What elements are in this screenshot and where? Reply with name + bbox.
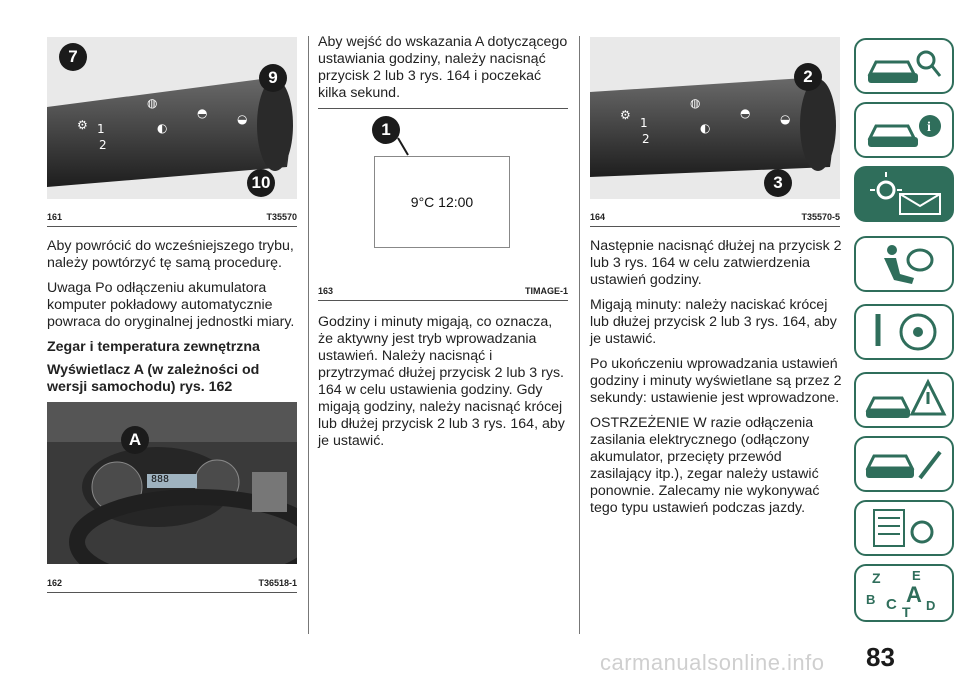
svg-text:◐: ◐ xyxy=(157,121,168,135)
figure-code: T35570 xyxy=(266,212,297,222)
figure-164-caption xyxy=(590,212,840,222)
index-letter: E xyxy=(912,568,921,583)
paragraph: Godziny i minuty migają, co oznacza, że aktywny jest tryb wprowadzania ustawień. Należy nacisnąć i przytrzymać dłużej przycisk 2 lub 3 rys. 164 w celu ustawienia godziny. Gdy migają godziny, należy nacisnąć krócej lub dłużej przycisk 2 lub 3 rys. 164, aby je ustawić. xyxy=(318,314,565,449)
svg-text:1: 1 xyxy=(640,116,648,130)
svg-text:◐: ◐ xyxy=(700,121,711,135)
index-letter: B xyxy=(866,592,876,607)
car-info-icon xyxy=(856,104,952,156)
figure-code: T36518-1 xyxy=(258,578,297,588)
steering-wrench-icon xyxy=(856,306,952,358)
car-service-icon xyxy=(856,438,952,490)
index-letter: T xyxy=(902,604,911,620)
callout-9: 9 xyxy=(259,64,287,92)
svg-text:◒: ◒ xyxy=(237,112,248,126)
callout-3: 3 xyxy=(764,169,792,197)
svg-text:2: 2 xyxy=(642,132,650,146)
paragraph: Następnie nacisnąć dłużej na przycisk 2 lub 3 rys. 164 w celu zatwierdzenia ustawień godziny. xyxy=(590,238,842,288)
paragraph: Po ukończeniu wprowadzania ustawień godziny i minuty wyświetlane są przez 2 sekundy: ustawienie jest wprowadzone. xyxy=(590,356,842,406)
page-number: 83 xyxy=(866,642,895,672)
index-letter: A xyxy=(906,582,922,607)
figure-number: 163 xyxy=(318,286,334,296)
caption-rule xyxy=(47,592,297,593)
figure-162 xyxy=(47,402,297,564)
subsection-heading: Wyświetlacz A (w zależności od wersji samochodu) rys. 162 xyxy=(47,362,260,395)
column-1-text xyxy=(47,238,299,402)
figure-162-caption xyxy=(47,578,297,588)
column-2-text-bottom xyxy=(318,314,570,458)
alphabet-index-icon xyxy=(856,566,952,620)
svg-text:⚙: ⚙ xyxy=(77,118,88,132)
section-heading: Zegar i temperatura zewnętrzna xyxy=(47,339,260,355)
svg-text:◍: ◍ xyxy=(147,96,158,110)
index-letter: D xyxy=(926,598,936,613)
index-letter: C xyxy=(886,596,897,613)
chapter-tab-starting[interactable] xyxy=(854,304,954,360)
chapter-tab-index[interactable] xyxy=(854,564,954,622)
dashboard-light-envelope-icon xyxy=(856,168,952,220)
callout-10: 10 xyxy=(247,169,275,197)
technical-data-list-icon xyxy=(856,502,952,554)
figure-161 xyxy=(47,37,297,199)
chapter-tab-emergency[interactable] xyxy=(854,372,954,428)
dashboard-illustration xyxy=(47,402,297,564)
figure-number: 161 xyxy=(47,212,63,222)
seat-airbag-icon xyxy=(856,238,952,290)
callout-7: 7 xyxy=(59,43,87,71)
figure-161-caption xyxy=(47,212,297,222)
callout-2: 2 xyxy=(794,63,822,91)
display-text: 888 xyxy=(151,474,170,485)
paragraph: Aby powrócić do wcześniejszego trybu, należy powtórzyć tę samą procedurę. xyxy=(47,238,294,271)
svg-text:⚙: ⚙ xyxy=(620,108,631,122)
chapter-tab-maintenance[interactable] xyxy=(854,436,954,492)
caption-rule xyxy=(318,300,568,301)
column-divider xyxy=(308,36,309,634)
figure-163-caption xyxy=(318,286,568,296)
chapter-tab-car-info[interactable] xyxy=(854,102,954,158)
chapter-tab-technical-data[interactable] xyxy=(854,500,954,556)
stalk-switch-illustration xyxy=(590,37,840,199)
paragraph-warning: OSTRZEŻENIE W razie odłączenia zasilania elektrycznego (odłączony akumulator, przecięty przewód zasilający itp.), zegar należy ustawić ponownie. Zalecamy nie wykonywać tego typu ustawień podczas jazdy. xyxy=(590,415,820,516)
svg-text:◒: ◒ xyxy=(780,112,791,126)
svg-text:i: i xyxy=(927,120,931,135)
svg-text:2: 2 xyxy=(99,138,107,152)
column-3-text xyxy=(590,238,842,525)
column-2-text-top xyxy=(318,34,570,110)
car-search-icon xyxy=(856,40,952,92)
figure-top-rule xyxy=(318,108,568,109)
figure-164 xyxy=(590,37,840,199)
watermark: carmanualsonline.info xyxy=(600,650,825,675)
chapter-tab-dashboard[interactable] xyxy=(854,166,954,222)
callout-A: A xyxy=(121,426,149,454)
chapter-tab-car-search[interactable] xyxy=(854,38,954,94)
svg-text:◓: ◓ xyxy=(197,106,208,120)
svg-text:◓: ◓ xyxy=(740,106,751,120)
clock-display-text: 9°C 12:00 xyxy=(410,194,474,210)
clock-display-screen xyxy=(374,156,510,248)
caption-rule xyxy=(590,226,840,227)
paragraph-note: Uwaga Po odłączeniu akumulatora komputer pokładowy automatycznie powraca do oryginalnej jednostki miary. xyxy=(47,280,295,330)
chapter-tab-safety[interactable] xyxy=(854,236,954,292)
column-divider xyxy=(579,36,580,634)
svg-text:◍: ◍ xyxy=(690,96,701,110)
index-letter: Z xyxy=(872,570,881,586)
figure-code: T35570-5 xyxy=(801,212,840,222)
callout-1: 1 xyxy=(372,116,400,144)
paragraph: Migają minuty: należy naciskać krócej lub dłużej przycisk 2 lub 3 rys. 164, aby je ustawić. xyxy=(590,297,837,347)
figure-code: TIMAGE-1 xyxy=(524,286,568,296)
figure-number: 164 xyxy=(590,212,606,222)
warning-triangle-car-icon xyxy=(856,374,952,426)
paragraph: Aby wejść do wskazania A dotyczącego ustawiania godziny, należy nacisnąć przycisk 2 lub 3 rys. 164 i poczekać kilka sekund. xyxy=(318,34,568,101)
svg-text:1: 1 xyxy=(97,122,105,136)
caption-rule xyxy=(47,226,297,227)
figure-number: 162 xyxy=(47,578,63,588)
figure-163 xyxy=(318,110,568,270)
